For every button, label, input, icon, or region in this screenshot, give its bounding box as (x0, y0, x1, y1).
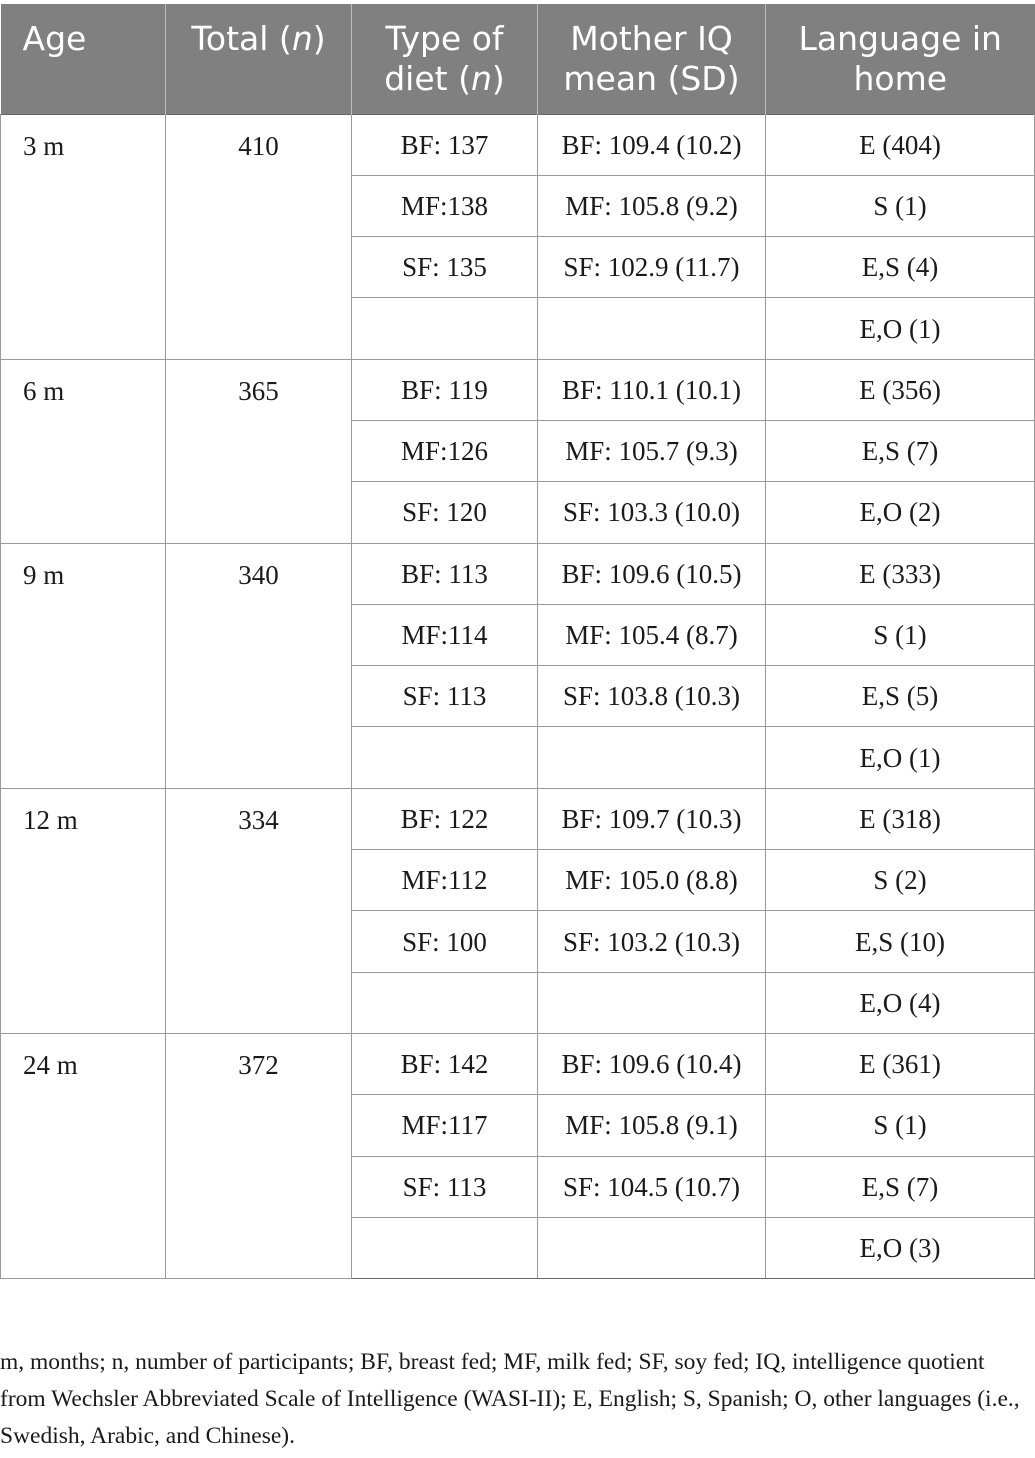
age-cell: 6 m (1, 359, 166, 543)
language-cell: E,O (2) (766, 482, 1035, 543)
mother-iq-cell: SF: 103.2 (10.3) (538, 911, 766, 972)
total-cell: 410 (166, 114, 352, 359)
header-total-suffix: ) (312, 19, 326, 58)
diet-cell: SF: 113 (352, 666, 538, 727)
participants-table (0, 4, 1035, 1279)
language-cell: E (404) (766, 114, 1035, 175)
diet-cell: MF:112 (352, 850, 538, 911)
diet-cell (352, 298, 538, 359)
age-cell: 3 m (1, 114, 166, 359)
header-diet-suffix: ) (491, 59, 505, 98)
total-cell: 334 (166, 788, 352, 1033)
diet-cell (352, 1217, 538, 1278)
age-cell: 9 m (1, 543, 166, 788)
mother-iq-cell (538, 972, 766, 1033)
header-diet-label: Type of diet ( (384, 19, 504, 98)
mother-iq-cell: MF: 105.8 (9.1) (538, 1095, 766, 1156)
mother-iq-cell: MF: 105.8 (9.2) (538, 175, 766, 236)
language-cell: E (356) (766, 359, 1035, 420)
language-cell: S (1) (766, 1095, 1035, 1156)
language-cell: E (361) (766, 1033, 1035, 1094)
diet-cell: SF: 120 (352, 482, 538, 543)
diet-cell: BF: 119 (352, 359, 538, 420)
table-footnote: m, months; n, number of participants; BF, breast fed; MF, milk fed; SF, soy fed; IQ, intelligence quotient from Wechsler Abbreviated Scale of Intelligence (WASI-II); E, English; S, Spanish; O, other languages (i.e., Swedish, Arabic, and Chinese). (0, 1349, 1020, 1449)
mother-iq-cell: BF: 110.1 (10.1) (538, 359, 766, 420)
diet-cell: MF:117 (352, 1095, 538, 1156)
diet-cell (352, 972, 538, 1033)
table-body (1, 114, 1035, 1279)
header-language (766, 4, 1035, 114)
diet-cell: BF: 122 (352, 788, 538, 849)
language-cell: S (2) (766, 850, 1035, 911)
language-cell: E,S (4) (766, 237, 1035, 298)
table-row (1, 788, 1035, 849)
mother-iq-cell: BF: 109.7 (10.3) (538, 788, 766, 849)
age-cell: 24 m (1, 1033, 166, 1278)
header-mother-iq (538, 4, 766, 114)
language-cell: E,O (1) (766, 298, 1035, 359)
diet-cell: MF:114 (352, 604, 538, 665)
diet-cell: BF: 113 (352, 543, 538, 604)
header-language-label: Language in home (798, 19, 1002, 98)
mother-iq-cell: SF: 102.9 (11.7) (538, 237, 766, 298)
language-cell: E,S (7) (766, 420, 1035, 481)
mother-iq-cell: MF: 105.0 (8.8) (538, 850, 766, 911)
language-cell: E,S (7) (766, 1156, 1035, 1217)
mother-iq-cell (538, 298, 766, 359)
table-row (1, 543, 1035, 604)
mother-iq-cell: SF: 103.3 (10.0) (538, 482, 766, 543)
mother-iq-cell: MF: 105.4 (8.7) (538, 604, 766, 665)
header-age (1, 4, 166, 114)
header-row (1, 4, 1035, 114)
language-cell: E (318) (766, 788, 1035, 849)
language-cell: E,O (4) (766, 972, 1035, 1033)
header-diet-italic: n (470, 59, 492, 98)
language-cell: S (1) (766, 604, 1035, 665)
table-row (1, 359, 1035, 420)
diet-cell: BF: 137 (352, 114, 538, 175)
language-cell: E,O (1) (766, 727, 1035, 788)
diet-cell: MF:138 (352, 175, 538, 236)
header-total-label: Total ( (191, 19, 292, 58)
diet-cell: SF: 135 (352, 237, 538, 298)
mother-iq-cell: BF: 109.6 (10.5) (538, 543, 766, 604)
total-cell: 372 (166, 1033, 352, 1278)
mother-iq-cell: BF: 109.6 (10.4) (538, 1033, 766, 1094)
mother-iq-cell: SF: 103.8 (10.3) (538, 666, 766, 727)
total-cell: 340 (166, 543, 352, 788)
mother-iq-cell: MF: 105.7 (9.3) (538, 420, 766, 481)
language-cell: E (333) (766, 543, 1035, 604)
language-cell: E,S (10) (766, 911, 1035, 972)
diet-cell: BF: 142 (352, 1033, 538, 1094)
language-cell: E,S (5) (766, 666, 1035, 727)
diet-cell: MF:126 (352, 420, 538, 481)
header-total (166, 4, 352, 114)
table-row (1, 114, 1035, 175)
header-age-label: Age (22, 19, 87, 58)
header-diet (352, 4, 538, 114)
age-cell: 12 m (1, 788, 166, 1033)
language-cell: S (1) (766, 175, 1035, 236)
header-total-italic: n (291, 19, 313, 58)
diet-cell (352, 727, 538, 788)
mother-iq-cell: BF: 109.4 (10.2) (538, 114, 766, 175)
table-row (1, 1033, 1035, 1094)
total-cell: 365 (166, 359, 352, 543)
mother-iq-cell (538, 727, 766, 788)
language-cell: E,O (3) (766, 1217, 1035, 1278)
header-mother-iq-label: Mother IQ mean (SD) (563, 19, 740, 98)
diet-cell: SF: 100 (352, 911, 538, 972)
diet-cell: SF: 113 (352, 1156, 538, 1217)
mother-iq-cell: SF: 104.5 (10.7) (538, 1156, 766, 1217)
mother-iq-cell (538, 1217, 766, 1278)
